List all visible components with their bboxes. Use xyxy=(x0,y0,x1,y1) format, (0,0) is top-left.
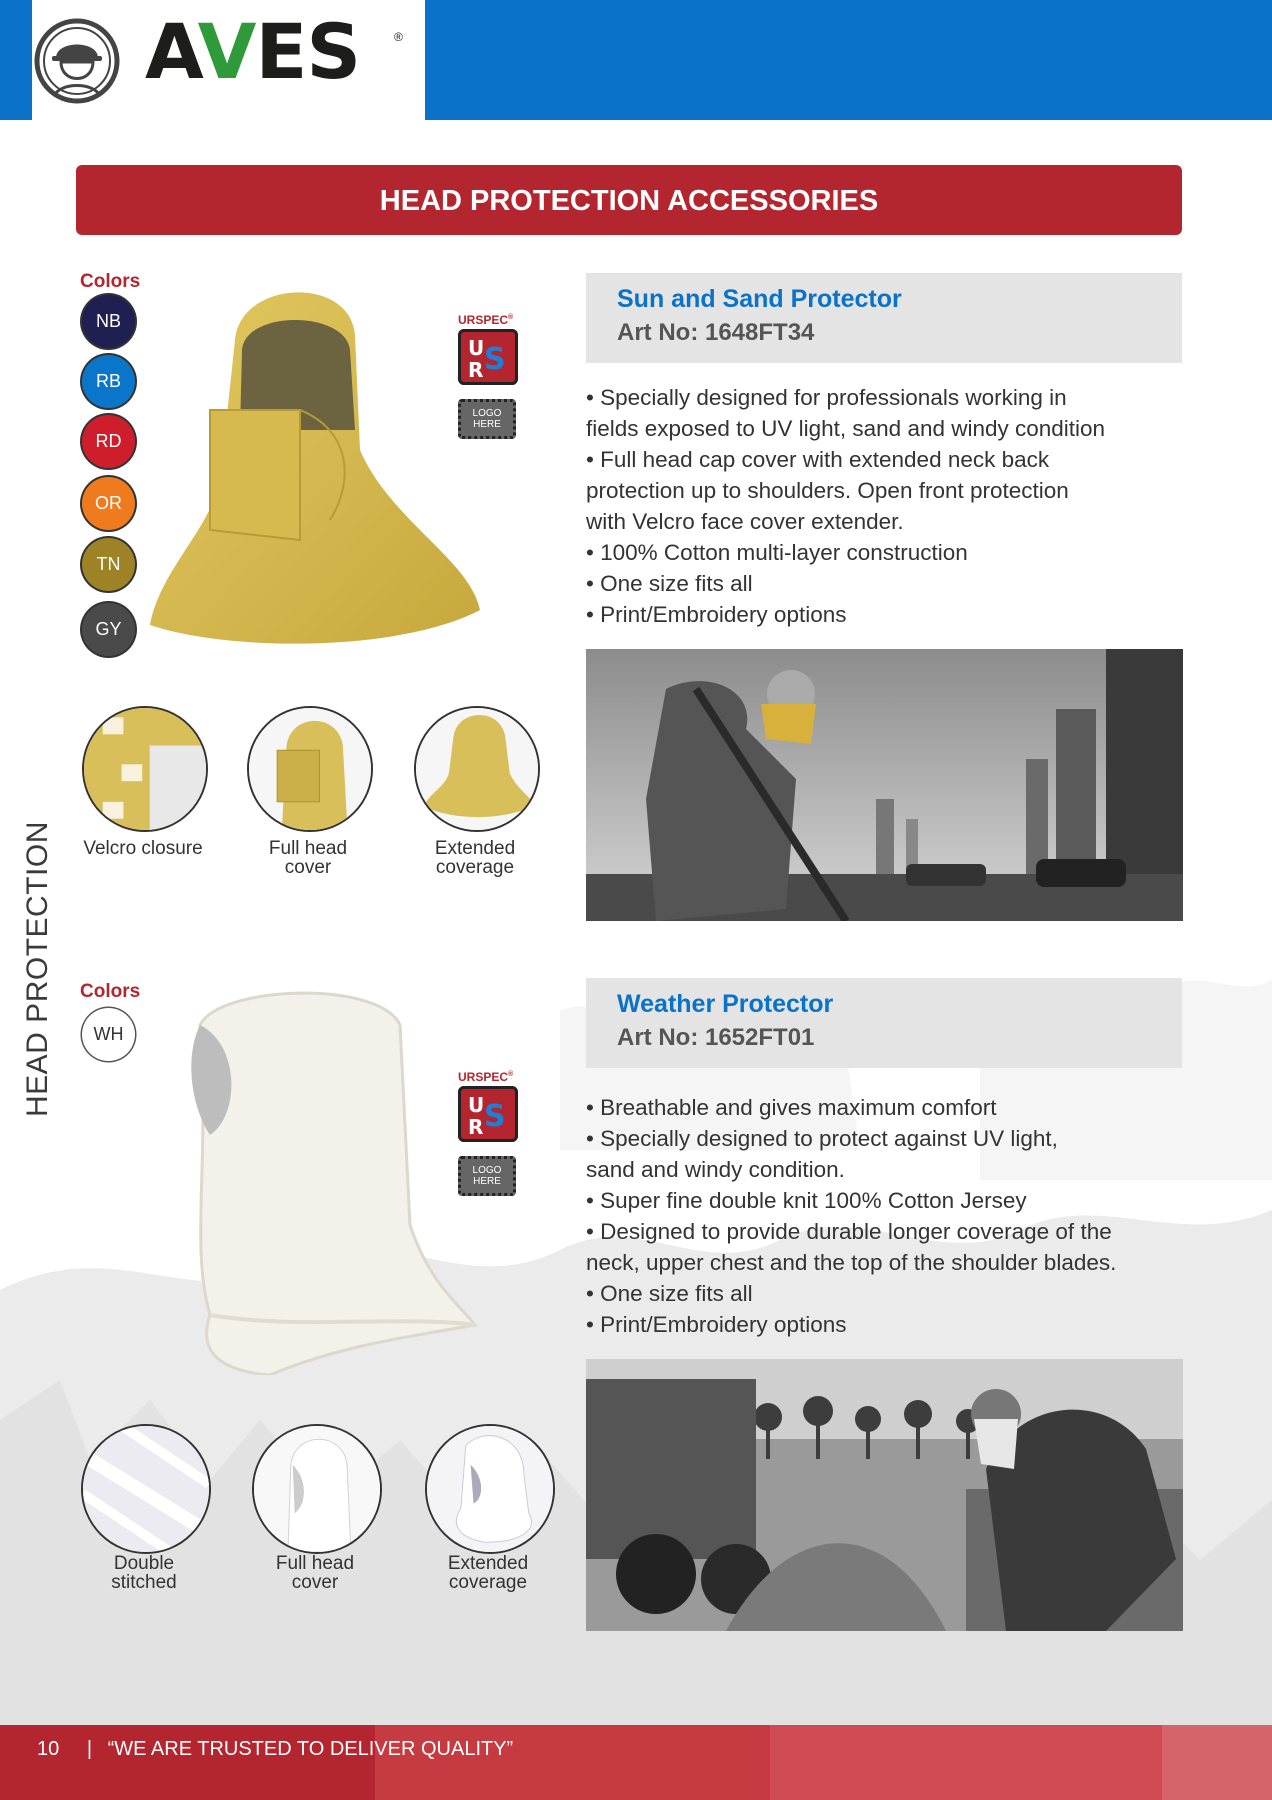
feature-caption xyxy=(69,1554,219,1592)
product-name: Weather Protector xyxy=(617,990,834,1018)
color-swatch-tn: TN xyxy=(82,538,135,591)
page-number: 10 xyxy=(37,1738,60,1760)
side-section-label: HEAD PROTECTION xyxy=(21,821,54,1117)
brand-logo xyxy=(145,7,361,96)
footer-text xyxy=(37,1738,513,1761)
feature-bullet-line: neck, upper chest and the top of the shoulder blades. xyxy=(586,1250,1117,1275)
feature-bullet-line: protection up to shoulders. Open front protection xyxy=(586,478,1069,503)
footer-separator: | xyxy=(86,1738,93,1760)
brand-letter: E xyxy=(255,7,307,96)
feature-bullet-line: • One size fits all xyxy=(586,571,753,596)
weather-protector-image xyxy=(180,985,480,1375)
brand-letter: S xyxy=(306,7,361,96)
urspec-logo-icon xyxy=(458,1086,518,1142)
logo-here-placeholder: LOGO HERE xyxy=(458,1156,516,1196)
feature-caption xyxy=(413,1554,563,1592)
feature-caption-line: coverage xyxy=(448,1572,528,1593)
feature-caption-line: Extended xyxy=(434,838,516,859)
helmet-person-icon xyxy=(34,18,120,104)
feature-bullet-line: • Designed to provide durable longer coverage of the xyxy=(586,1219,1112,1244)
feature-bullet-line: • Full head cap cover with extended neck back xyxy=(586,447,1050,472)
feature-bullet-line: • One size fits all xyxy=(586,1281,753,1306)
svg-text:U: U xyxy=(468,1093,485,1117)
feature-caption-line: cover xyxy=(284,857,332,878)
feature-caption-line: stitched xyxy=(111,1572,177,1593)
feature-bullet-line: • Print/Embroidery options xyxy=(586,602,847,627)
product-art-no: Art No: 1652FT01 xyxy=(617,1024,815,1051)
feature-caption-line: Extended xyxy=(447,1553,529,1574)
feature-bullet-line: with Velcro face cover extender. xyxy=(586,509,904,534)
svg-text:S: S xyxy=(484,342,506,377)
urspec-reg: ® xyxy=(508,314,514,321)
svg-text:S: S xyxy=(484,1099,506,1134)
urspec-title: URSPEC xyxy=(458,1070,509,1084)
product-art-no: Art No: 1648FT34 xyxy=(617,319,815,346)
colors-label: Colors xyxy=(80,271,141,292)
color-swatch-or: OR xyxy=(82,477,135,530)
feature-caption xyxy=(400,839,550,877)
svg-text:U: U xyxy=(468,336,485,360)
feature-thumbnail xyxy=(414,706,540,832)
feature-bullet-line: • Specially designed to protect against UV light, xyxy=(586,1126,1058,1151)
brand-letter: A xyxy=(145,7,198,96)
product-title-box xyxy=(586,978,1182,1068)
feature-caption xyxy=(68,839,218,858)
urspec-badge xyxy=(458,1070,524,1196)
svg-text:R: R xyxy=(468,1115,484,1136)
urspec-reg: ® xyxy=(508,1071,514,1078)
sun-sand-protector-image xyxy=(150,280,485,652)
svg-text:R: R xyxy=(468,358,484,379)
feature-caption-line: cover xyxy=(291,1572,339,1593)
footer-bar xyxy=(0,1725,1272,1800)
footer-slogan: “WE ARE TRUSTED TO DELIVER QUALITY” xyxy=(107,1738,514,1760)
feature-bullet-line: • Breathable and gives maximum comfort xyxy=(586,1095,997,1120)
feature-caption-line: Velcro closure xyxy=(83,838,203,859)
feature-thumbnail xyxy=(252,1424,382,1554)
feature-caption-line: Full head xyxy=(268,838,348,859)
color-swatch-gy: GY xyxy=(82,603,135,656)
feature-bullet-line: • Specially designed for professionals working in xyxy=(586,385,1067,410)
feature-caption-line: coverage xyxy=(435,857,515,878)
color-swatch-rd: RD xyxy=(82,415,135,468)
feature-thumbnail xyxy=(425,1424,555,1554)
product-features-list xyxy=(584,1092,1184,1340)
urspec-title: URSPEC xyxy=(458,313,509,327)
feature-caption-line: Double xyxy=(113,1553,175,1574)
product-title-box xyxy=(586,273,1182,363)
feature-caption xyxy=(240,1554,390,1592)
brand-registered-mark: ® xyxy=(394,30,403,44)
feature-caption xyxy=(233,839,383,877)
feature-bullet-line: sand and windy condition. xyxy=(586,1157,845,1182)
product-features-list xyxy=(584,382,1184,630)
logo-here-placeholder: LOGO HERE xyxy=(458,399,516,439)
brand-letter: V xyxy=(197,7,256,96)
feature-thumbnail xyxy=(81,1424,211,1554)
feature-bullet-line: • Super fine double knit 100% Cotton Jersey xyxy=(586,1188,1027,1213)
worker-photo-sand xyxy=(586,649,1183,921)
worker-photo-weather xyxy=(586,1359,1183,1631)
feature-thumbnail xyxy=(82,706,208,832)
brand-text xyxy=(145,7,360,96)
color-swatch-wh: WH xyxy=(82,1008,135,1061)
section-banner: HEAD PROTECTION ACCESSORIES xyxy=(76,165,1182,235)
colors-label: Colors xyxy=(80,981,141,1002)
feature-caption-line: Full head xyxy=(275,1553,355,1574)
feature-bullet-line: • Print/Embroidery options xyxy=(586,1312,847,1337)
urspec-logo-icon xyxy=(458,329,518,385)
feature-thumbnail xyxy=(247,706,373,832)
color-swatch-rb: RB xyxy=(82,355,135,408)
feature-bullet-line: • 100% Cotton multi-layer construction xyxy=(586,540,968,565)
urspec-badge xyxy=(458,313,524,439)
product-name: Sun and Sand Protector xyxy=(617,285,902,313)
feature-bullet-line: fields exposed to UV light, sand and windy condition xyxy=(586,416,1106,441)
color-swatch-nb: NB xyxy=(82,295,135,348)
